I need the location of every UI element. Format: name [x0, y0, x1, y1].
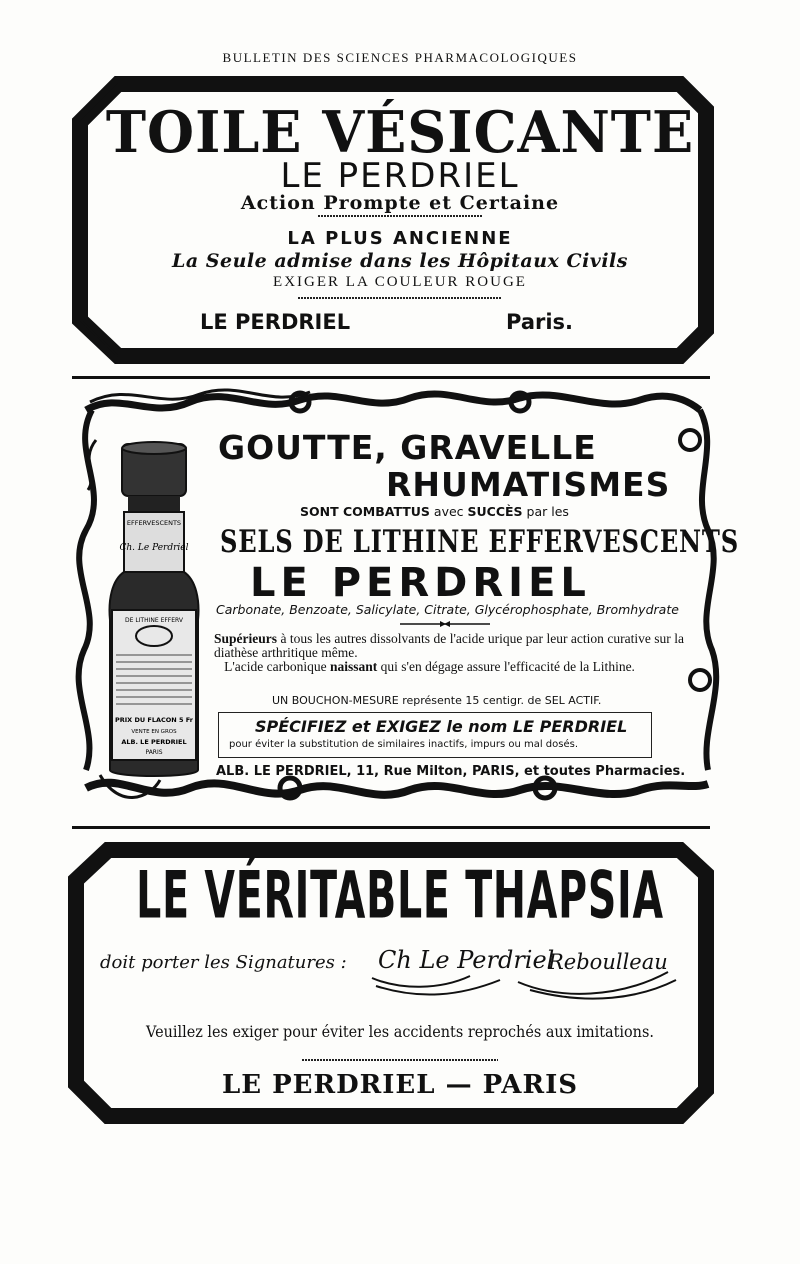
- ad-toile-footer-name: LE PERDRIEL: [200, 310, 351, 334]
- ad-toile-title: TOILE VÉSICANTE: [105, 98, 695, 166]
- ad-lithine-product: SELS DE LITHINE EFFERVESCENTS: [220, 524, 739, 560]
- ad-thapsia-warning: Veuillez les exiger pour éviter les accidents reprochés aux imitations.: [146, 1022, 654, 1041]
- separator-rule-2: [72, 826, 710, 829]
- separator-rule: [72, 376, 710, 379]
- bottle-maker: ALB. LE PERDRIEL: [121, 738, 187, 746]
- bottle-neck-signature: Ch. Le Perdriel: [119, 543, 189, 553]
- bottle-city: PARIS: [145, 749, 163, 756]
- ad-lithine-notice-text: pour éviter la substitution de similaires inactifs, impurs ou mal dosés.: [229, 739, 579, 750]
- ad-toile-claim: LA PLUS ANCIENNE: [287, 228, 513, 249]
- ad-lithine-notice-box: [218, 712, 652, 758]
- ad-lithine-measure: UN BOUCHON-MESURE représente 15 centigr. de SEL ACTIF.: [272, 694, 602, 707]
- ad-thapsia-title: LE VÉRITABLE THAPSIA: [136, 858, 664, 934]
- signature-perdriel: Ch Le Perdriel: [378, 946, 555, 974]
- ad-lithine-brand: LE PERDRIEL: [250, 560, 591, 606]
- bottle-sale: VENTE EN GROS: [131, 729, 177, 735]
- signature-reboulleau: Reboulleau: [548, 950, 668, 974]
- ad-toile-footer-city: Paris.: [506, 310, 574, 334]
- ad-lithine-headline-1: GOUTTE, GRAVELLE: [218, 428, 597, 467]
- ornament-divider: [400, 620, 490, 628]
- bottle-price: PRIX DU FLACON 5 Fr: [114, 716, 194, 724]
- ad-lithine-paragraph: Supérieurs à tous les autres dissolvants de l'acide urique par leur action curative sur la diathèse arthritique même. L'acide carbonique naissant qui s'en dégage assure l'efficacité de la Lithine.: [214, 631, 684, 674]
- bottle-illustration: [100, 440, 210, 785]
- ad-toile-vesicante: [0, 0, 800, 380]
- ad-lithine-notice-title: SPÉCIFIEZ et EXIGEZ le nom LE PERDRIEL: [255, 717, 628, 736]
- ad-lithine-compounds: Carbonate, Benzoate, Salicylate, Citrate, Glycérophosphate, Bromhydrate: [216, 602, 679, 617]
- ad-lithine-combat-line: SONT COMBATTUS avec SUCCÈS par les: [300, 504, 569, 519]
- ad-toile-color-note: EXIGER LA COULEUR ROUGE: [273, 274, 527, 290]
- bottle-neck-label: EFFERVESCENTS: [126, 519, 182, 527]
- running-head: BULLETIN DES SCIENCES PHARMACOLOGIQUES: [222, 50, 578, 65]
- ad-thapsia-signature-intro: doit porter les Signatures :: [100, 952, 347, 973]
- bottle-band-label: DE LITHINE EFFERV: [125, 617, 183, 624]
- ad-toile-hospitals: La Seule admise dans les Hôpitaux Civils: [172, 250, 628, 272]
- ad-toile-tagline: Action Prompte et Certaine: [240, 192, 560, 214]
- ad-lithine-headline-2: RHUMATISMES: [386, 465, 671, 504]
- ad-thapsia-footer: LE PERDRIEL — PARIS: [221, 1070, 579, 1100]
- ad-toile-brand: LE PERDRIEL: [280, 156, 520, 196]
- ad-lithine-address: ALB. LE PERDRIEL, 11, Rue Milton, PARIS, et toutes Pharmacies.: [216, 764, 686, 779]
